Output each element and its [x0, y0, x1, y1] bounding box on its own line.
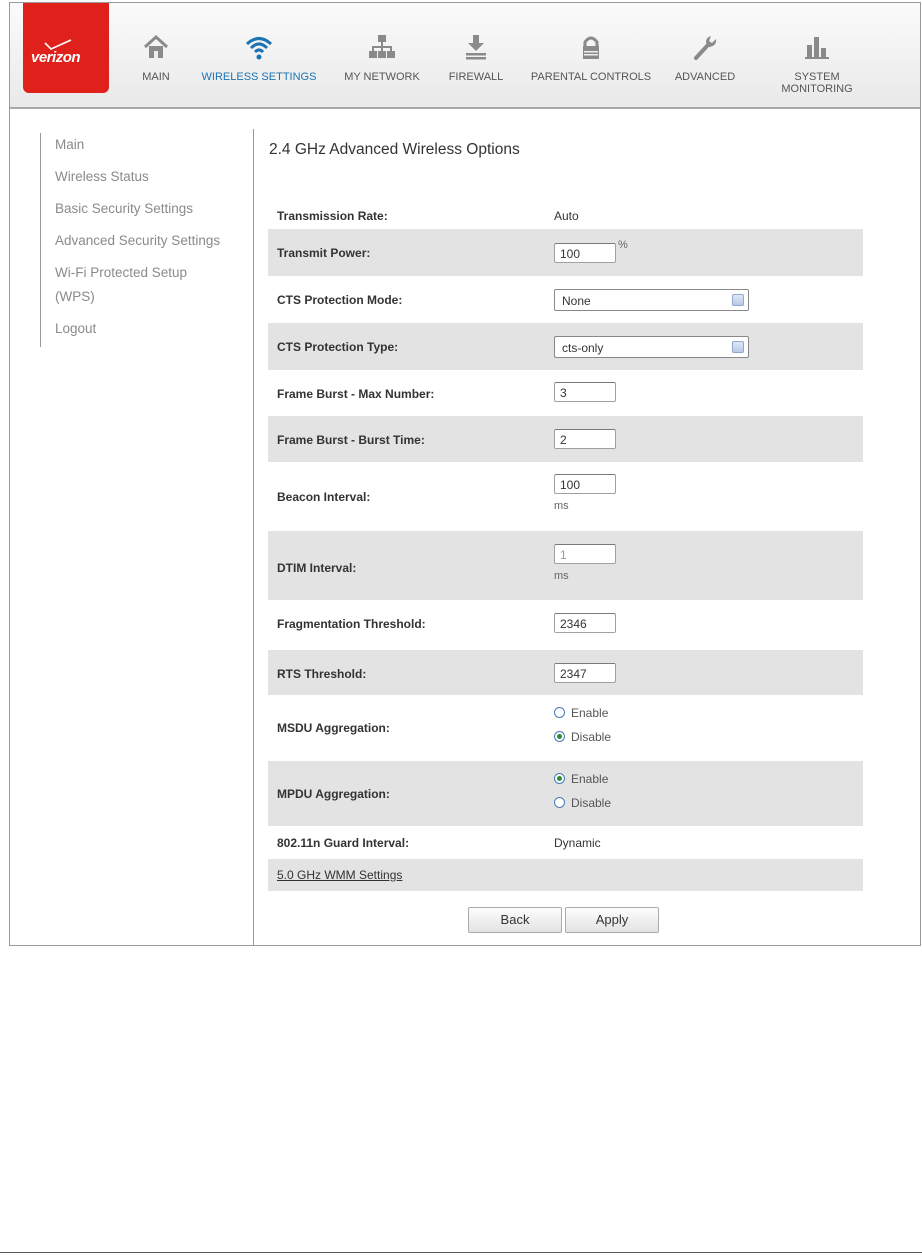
mpdu-disable-option[interactable]	[554, 796, 611, 810]
firewall-icon	[461, 33, 491, 61]
nav-label: SYSTEM MONITORING	[781, 71, 853, 95]
msdu-disable-option[interactable]	[554, 730, 611, 744]
msdu-enable-option[interactable]	[554, 706, 608, 720]
beacon-interval-input[interactable]: 100	[554, 474, 616, 494]
beacon-interval-unit: ms	[554, 500, 569, 512]
nav-wireless-settings[interactable]	[200, 33, 318, 93]
msdu-enable-label: Enable	[571, 706, 609, 720]
nav-parental-controls[interactable]	[530, 33, 652, 93]
wmm-settings-link[interactable]: 5.0 GHz WMM Settings	[277, 868, 403, 882]
frag-threshold-label: Fragmentation Threshold:	[277, 617, 426, 631]
page-bottom-rule	[0, 1252, 922, 1253]
network-icon	[367, 33, 397, 61]
sidebar-item-wireless-status[interactable]: Wireless Status	[55, 169, 149, 184]
cts-mode-value: None	[562, 294, 591, 308]
advanced-wireless-options-table	[268, 199, 863, 891]
transmission-rate-value: Auto	[554, 209, 579, 223]
cts-mode-select[interactable]	[554, 289, 749, 311]
router-admin-window	[9, 2, 921, 946]
nav-label: ADVANCED	[674, 71, 736, 83]
msdu-disable-label: Disable	[571, 730, 612, 744]
guard-interval-label: 802.11n Guard Interval:	[277, 836, 410, 850]
lock-icon	[576, 33, 606, 61]
row-fragmentation-threshold	[268, 600, 863, 650]
rts-threshold-input[interactable]: 2347	[554, 663, 616, 683]
msdu-aggregation-label: MSDU Aggregation:	[277, 721, 390, 735]
guard-interval-value: Dynamic	[554, 836, 601, 850]
row-frame-burst-max	[268, 370, 863, 416]
nav-system-monitoring[interactable]	[758, 33, 876, 93]
frame-burst-time-input[interactable]: 2	[554, 429, 616, 449]
row-dtim-interval	[268, 531, 863, 600]
logo-text: verizon	[31, 49, 81, 66]
transmit-power-label: Transmit Power:	[277, 246, 371, 260]
nav-my-network[interactable]	[344, 33, 420, 93]
wrench-icon	[690, 33, 720, 61]
row-rts-threshold	[268, 650, 863, 695]
row-guard-interval	[268, 826, 863, 859]
chevron-down-icon[interactable]	[732, 294, 744, 306]
nav-label: WIRELESS SETTINGS	[201, 71, 317, 83]
row-transmit-power	[268, 229, 863, 276]
msdu-disable-radio[interactable]	[554, 731, 565, 742]
dtim-interval-input[interactable]: 1	[554, 544, 616, 564]
top-navigation-bar	[10, 3, 920, 109]
nav-label: PARENTAL CONTROLS	[530, 71, 652, 83]
sidebar-item-basic-security[interactable]: Basic Security Settings	[55, 201, 194, 216]
bar-chart-icon	[802, 33, 832, 61]
rts-threshold-label: RTS Threshold:	[277, 667, 367, 681]
msdu-enable-radio[interactable]	[554, 707, 565, 718]
row-frame-burst-time	[268, 416, 863, 462]
sidebar-item-main[interactable]: Main	[55, 137, 85, 152]
sidebar-menu	[40, 133, 241, 347]
nav-label: FIREWALL	[448, 71, 504, 83]
wifi-icon	[244, 33, 274, 61]
frag-threshold-input[interactable]: 2346	[554, 613, 616, 633]
row-cts-protection-type	[268, 323, 863, 370]
content-divider	[253, 129, 254, 945]
mpdu-enable-radio[interactable]	[554, 773, 565, 784]
mpdu-enable-option[interactable]	[554, 772, 608, 786]
nav-firewall[interactable]	[448, 33, 504, 93]
frame-burst-max-label: Frame Burst - Max Number:	[277, 387, 435, 401]
sidebar-item-logout[interactable]: Logout	[55, 321, 97, 336]
nav-advanced[interactable]	[672, 33, 738, 93]
back-button[interactable]: Back	[468, 907, 562, 933]
cts-type-value: cts-only	[562, 341, 604, 355]
cts-type-select[interactable]	[554, 336, 749, 358]
mpdu-disable-label: Disable	[571, 796, 612, 810]
home-icon	[141, 33, 171, 61]
beacon-interval-label: Beacon Interval:	[277, 490, 371, 504]
nav-main[interactable]	[128, 33, 184, 93]
dtim-interval-label: DTIM Interval:	[277, 561, 357, 575]
nav-label: MAIN	[142, 71, 170, 83]
mpdu-aggregation-label: MPDU Aggregation:	[277, 787, 390, 801]
row-cts-protection-mode	[268, 276, 863, 323]
transmit-power-unit: %	[618, 239, 628, 251]
transmission-rate-label: Transmission Rate:	[277, 209, 388, 223]
dtim-interval-unit: ms	[554, 570, 569, 582]
row-msdu-aggregation	[268, 695, 863, 761]
row-wmm-link	[268, 859, 863, 891]
apply-button[interactable]: Apply	[565, 907, 659, 933]
row-beacon-interval	[268, 462, 863, 531]
sidebar-item-wps[interactable]: Wi-Fi Protected Setup (WPS)	[55, 265, 188, 304]
sidebar-item-advanced-security[interactable]: Advanced Security Settings	[55, 233, 221, 248]
mpdu-disable-radio[interactable]	[554, 797, 565, 808]
transmit-power-input[interactable]: 100	[554, 243, 616, 263]
chevron-down-icon[interactable]	[732, 341, 744, 353]
cts-mode-label: CTS Protection Mode:	[277, 293, 403, 307]
row-mpdu-aggregation	[268, 761, 863, 826]
mpdu-enable-label: Enable	[571, 772, 609, 786]
frame-burst-max-input[interactable]: 3	[554, 382, 616, 402]
cts-type-label: CTS Protection Type:	[277, 340, 399, 354]
row-transmission-rate	[268, 199, 863, 229]
verizon-logo[interactable]	[23, 3, 109, 93]
nav-label: MY NETWORK	[344, 71, 420, 83]
frame-burst-time-label: Frame Burst - Burst Time:	[277, 433, 425, 447]
page-title: 2.4 GHz Advanced Wireless Options	[269, 141, 520, 158]
